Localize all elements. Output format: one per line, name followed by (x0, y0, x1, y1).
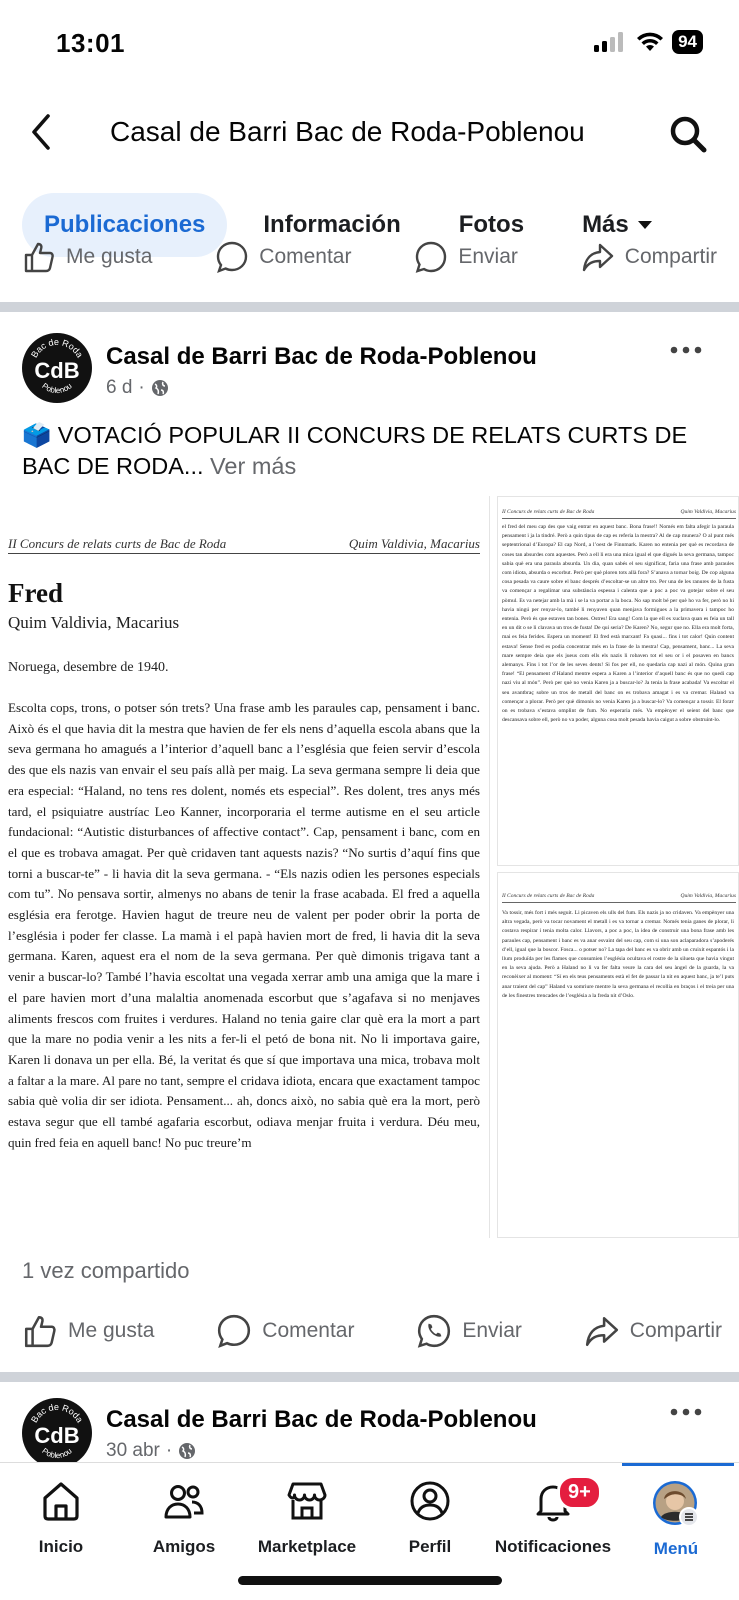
whatsapp-icon (414, 240, 448, 274)
cdb-logo (22, 333, 92, 403)
feed-divider (0, 1372, 739, 1382)
home-indicator (238, 1576, 502, 1585)
logo-bottom-text: Poblenou (40, 381, 74, 396)
document-author: Quim Valdivia, Macarius (8, 613, 180, 632)
post-time: 6 d (106, 377, 133, 398)
like-button[interactable] (22, 1313, 154, 1349)
tab-label: Más (582, 211, 629, 238)
page2-header-rule (502, 518, 736, 519)
friends-icon (162, 1479, 206, 1523)
nav-label: Menú (653, 1539, 699, 1558)
marketplace-icon (285, 1479, 329, 1523)
logo-bottom-text: Poblenou (40, 1446, 74, 1461)
page2-header-right: Quim Valdivia, Macarius (680, 509, 736, 515)
nav-label: Amigos (152, 1537, 216, 1556)
page2-body: el fred del meu cap des que vaig entrar en aquest banc. Bona frase!! Només em falta afegir la paraula pensament i ja la tindré. Però a quin tipus de cap es referia la mestra? Al de cap munera? O al punt més septentrional d’Europa? El cap Nord, a l’oest de Finnmark. Karen no entenia per què es recordava de coses tan absurdes com aquestes. Però a ell li era una mica igual el que digués la seva germana, tampoc sabia què era una paraula absurda. Un dia, quan sabés el seu significat, faria una frase amb paraules com idiota, absurda o escorbut. Però per què ploren tots allà fora? S’anava a tornar boig. De cop alguna cosa pesada va caure sobre el banc després d’escoltar-se un altre tro. Per una de les ranures de la fusta va començar a regalimar una substància espessa i calenta que a poc a poc va gotejar sobre el seu pòmul. Es va netejar amb la mà i se la va portar a la boca. No sap molt bé per què ho va fer, però no hi havia ningú per renyar-lo, també li renyaven quan menjava formigues a la primavera i tampoc ho entenia. Però és que estaven tan bones. Ostres! Era sang! Com la que ell es xuclava quan es feia un tall en un dit o se li clavava un tros de fusta! De qui seria? De Karen? No, segur que no. Ella era molt forta, mai es feia ferides. Espera un moment! El fred està marxant! Fa quasi... fins i tot calor! Quin content estava! Sense fred es podia concentrar més en la frase de la mestra! Cap, pensament, banc... La seva mare sempre deia que els jueus com ells els nazis li robaven tot el seu or i el posaven en bancs alemanys. Fins i tot l’or de les seves dents! Si fos per ell, no quedaria cap nazi al món. Quina gran frase! “El pensament d’Haland mentre espera a Karen a l’interior d’aquell banc és que no quedi cap nazi viu al món”. Però per què no venia Karen ja a buscar-lo? Ja tenia la frase acabada! Va escoltar el seu avantbraç sobre un tros de metall del banc on es trobava amagat i es va cremar. Haland va començar a plorar. Però per què dimonis no venia Karen ja a buscar-lo? Va començar a tossir. El foraт on es trobava s’estava omplint de fum. No esperaria més. Va empènyer el seient del banc que descansava sobre ell, però no va poder, alguna cosa molt pesada havia caigut a sobre obstruint-lo. (502, 524, 734, 724)
avatar[interactable] (22, 1398, 92, 1468)
share-label: Compartir (629, 1319, 722, 1342)
document-header-rule (8, 553, 480, 554)
active-tab-indicator (622, 1463, 734, 1466)
search-icon (666, 112, 710, 156)
share-count[interactable]: 1 vez compartido (22, 1258, 190, 1283)
page3-header (502, 893, 736, 899)
ballot-box-emoji: 🗳️ (22, 422, 52, 448)
page2-header-left: II Concurs de relats curts de Bac de Roda (502, 509, 595, 515)
page3-header-left: II Concurs de relats curts de Bac de Roda (502, 893, 595, 899)
meta-separator: · (165, 1440, 173, 1461)
nav-amigos[interactable] (124, 1479, 244, 1557)
logo-main-text: CdB (34, 358, 80, 383)
share-button[interactable] (584, 1313, 722, 1349)
nav-label: Notificaciones (494, 1537, 612, 1556)
nav-perfil[interactable] (370, 1479, 490, 1557)
whatsapp-icon (416, 1313, 452, 1349)
tab-label: Información (263, 211, 401, 238)
comment-button[interactable] (215, 240, 351, 274)
post-body-text: VOTACIÓ POPULAR II CONCURS DE RELATS CURTS DE BAC DE RODA... (22, 422, 688, 479)
document-date: Noruega, desembre de 1940. (8, 660, 169, 675)
post-author[interactable]: Casal de Barri Bac de Roda-Poblenou (106, 343, 537, 370)
post2-author[interactable]: Casal de Barri Bac de Roda-Poblenou (106, 1406, 537, 1433)
tab-label: Fotos (458, 211, 525, 238)
like-label: Me gusta (66, 245, 153, 268)
chevron-left-icon (26, 110, 62, 154)
page-title: Casal de Barri Bac de Roda-Poblenou (110, 116, 585, 147)
more-dots-icon (666, 338, 706, 362)
document-title: Fred (8, 578, 63, 608)
send-button[interactable] (414, 240, 518, 274)
nav-label: Marketplace (257, 1537, 357, 1556)
comment-icon (215, 240, 249, 274)
more-options-button[interactable] (666, 1400, 706, 1424)
post-text (22, 420, 722, 482)
back-button[interactable] (26, 110, 62, 154)
page3-body: Va tossir, més fort i més seguit. Li picaven els ulls del fum. Els nazis ja no cridaven. Va empènyer una altra vegada, però va tocar novament el metall i es va tornar a cremar. Només tenia ganes de plorar, li costava respirar i tenia molta calor. Llavors, a poc a poc, la idea de construir una bona frase amb les paraules cap, pensament i banc es va anar esvaint del seu cap, com si una son aclaparadora s’apoderés d’ell, igual que la boscor. Fosca... o potser no? La tapa del banc es va obrir amb un cruixit espantós i la llum produïda per les flames que consumien l’església ocultava el rostre de la silueta que havia vingut en la seva ajuda. Però a Haland no li va fer falta veure la cara del seu àngel de la guarda, la va reconèixer al moment: “Sí en els teus pensaments està el fet de passar la nit en aquest banc, ja te’l puts anar traient del cap” Haland va somriure mentre la seva germana el recollia en braços i el treia per una de les finestres trencades de l’església a la freda nit d’Oslo. (502, 910, 734, 999)
page3-header-right: Quim Valdivia, Macarius (680, 893, 736, 899)
document-page-1[interactable] (0, 496, 490, 1238)
document-body: Escolta cops, trons, o potser són trets? Una frase amb les paraules cap, pensament i banc. Això és el que havia dit la mestra que havien de fer els nens d’aquella escola abans que la seva germana ho amagués a l’interior d’aquell banc a l’església que feien servir d’escola des que els nazis van envair el seu país allà per maig. La seva germana sempre li deia que era especial: “Haland, no tens res dolent, només ets especial”. Res dolent, tres anys més tard, el psiquiatre austríac Leo Kanner, incorporaria el terme autisme en el seu article fundacional: “Autistic disturbances of affective contact”. Cap, pensament i banc, com en el que es trobava amagat. Per què cridaven tant aquests nazis? “No surtis d’aquí fins que torni a buscar-te” - li havia dit la seva germana. - “Els nazis odien les persones especials com tu”. No pensava sortir, almenys no abans de tenir la frase acabada. El fred a aquella església era ferotge. Havien hagut de treure neu de valent per poder obrir la porta de l’església i poder fer classe. La mamà i el papà havien mort de fred, li havia dit la seva germana. Karen, aquest era el nom de la seva germana. Per què dimonis trigava tant a venir a buscar-lo? També l’havia escoltat una vegada xerrar amb una amiga que la mare i el pare havien mort d’una malaltia anomenada escorbut que s’agafava si no menjaves aliments frescos com fruites i verdures. Haland no tenia gaire clar què era la mort a part que la mare no podia venir a les nits a fer-li el petó de bona nit. No li importava gaire, Karen li donava un per ella. Bé, la veritat és que sí que importava una mica, trobava molt a faltar a la mare. Al pare no tant, sempre el cridava idiota, encara que exactament tampoc sabia què volia dir ser idiota. Pensament... ah, doncs això, no sabia què era la mort, però estava segur que ell també agafaria escorbut, odiava menjar fruita i verdura. Déu meu, quin fred feia en aquell banc! No puc treure’m (8, 700, 480, 1150)
wifi-icon (636, 32, 664, 52)
comment-button[interactable] (216, 1313, 354, 1349)
send-label: Enviar (458, 245, 518, 268)
like-button[interactable] (22, 240, 152, 274)
share-icon (581, 240, 615, 274)
svg-text:Poblenou (40, 381, 73, 395)
page2-header (502, 509, 736, 515)
previous-post-actions (0, 245, 739, 284)
globe-icon (178, 1442, 196, 1460)
search-button[interactable] (666, 112, 710, 156)
tab-label: Publicaciones (44, 211, 206, 238)
comment-label: Comentar (259, 245, 352, 268)
caret-down-icon (637, 220, 653, 230)
svg-text:Poblenou (40, 1446, 73, 1460)
comment-icon (216, 1313, 252, 1349)
nav-marketplace[interactable] (247, 1479, 367, 1557)
feed-divider (0, 302, 739, 312)
document-header (8, 536, 480, 552)
see-more-link[interactable]: Ver más (210, 453, 297, 479)
home-icon (39, 1479, 83, 1523)
like-label: Me gusta (68, 1319, 155, 1342)
logo-top-text: Bac de Roda (29, 1401, 85, 1425)
signal-icon (594, 32, 628, 52)
thumbs-up-icon (22, 240, 56, 274)
logo-top-text: Bac de Roda (29, 336, 85, 360)
comment-label: Comentar (262, 1319, 355, 1342)
post-actions (22, 1313, 722, 1349)
send-button[interactable] (416, 1313, 522, 1349)
nav-menu[interactable] (616, 1479, 736, 1559)
profile-icon (408, 1479, 452, 1523)
page3-header-rule (502, 902, 736, 903)
document-header-left: II Concurs de relats curts de Bac de Roda (8, 536, 227, 551)
logo-main-text: CdB (34, 1423, 80, 1448)
cdb-logo (22, 1398, 92, 1468)
document-page-3[interactable] (497, 872, 739, 1238)
post2-time: 30 abr (106, 1440, 160, 1461)
battery-indicator: 94 (672, 30, 703, 54)
share-icon (584, 1313, 620, 1349)
more-options-button[interactable] (666, 338, 706, 362)
nav-notificaciones[interactable] (493, 1479, 613, 1557)
share-button[interactable] (581, 240, 717, 274)
post2-meta (106, 1440, 196, 1462)
status-time: 13:01 (56, 28, 125, 58)
thumbs-up-icon (22, 1313, 58, 1349)
nav-inicio[interactable] (1, 1479, 121, 1557)
document-header-right: Quim Valdivia, Macarius (348, 536, 480, 551)
svg-text:Bac de Roda (29, 337, 85, 359)
status-icons (594, 30, 703, 54)
send-label: Enviar (462, 1319, 522, 1342)
notification-badge: 9+ (557, 1475, 602, 1510)
share-label: Compartir (624, 245, 717, 268)
document-page-2[interactable] (497, 496, 739, 866)
more-dots-icon (666, 1400, 706, 1424)
globe-icon (151, 379, 169, 397)
meta-separator: · (138, 377, 145, 398)
avatar[interactable] (22, 333, 92, 403)
nav-label: Inicio (38, 1537, 84, 1556)
nav-label: Perfil (408, 1537, 452, 1556)
svg-text:Bac de Roda (29, 1402, 85, 1424)
profile-photo-icon (651, 1479, 701, 1529)
post-meta (106, 377, 169, 399)
